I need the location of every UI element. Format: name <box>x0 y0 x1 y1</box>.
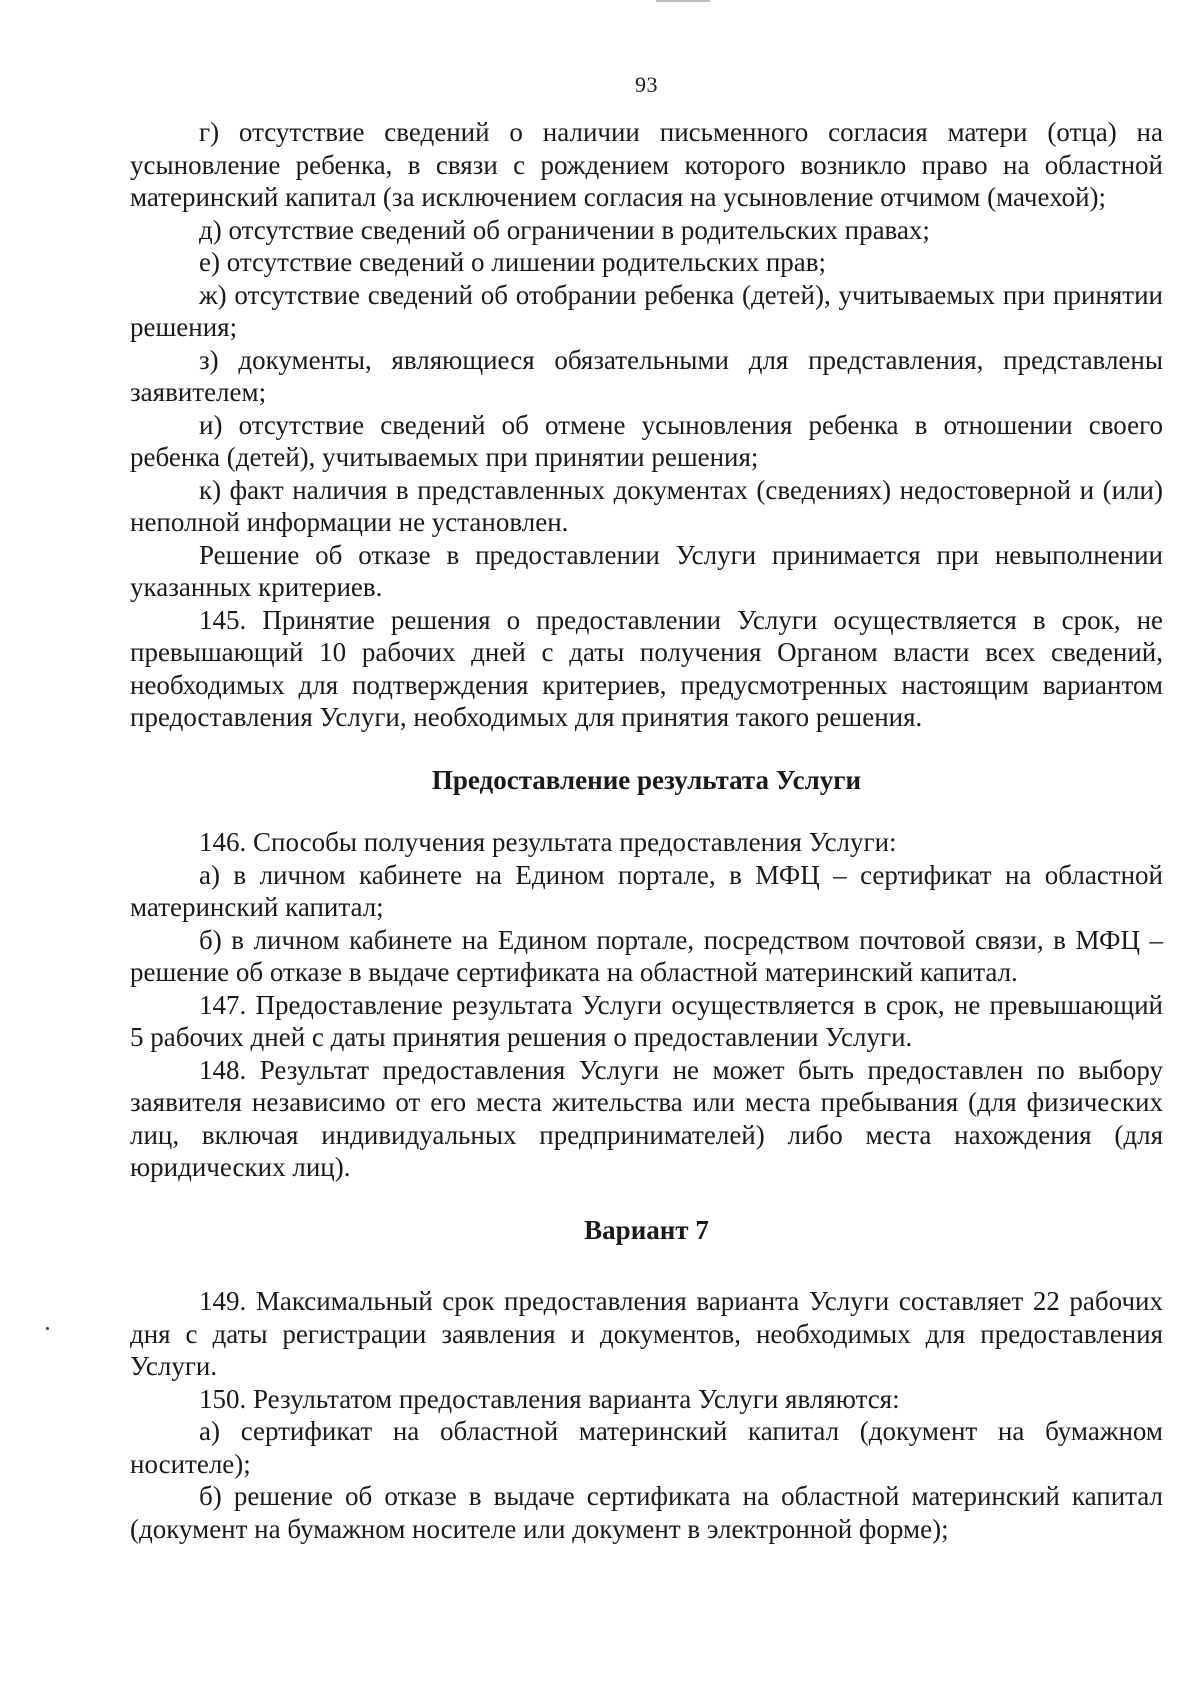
paragraph-refusal-decision: Решение об отказе в предоставлении Услуги принимается при невыполнении указанных критериев. <box>130 539 1163 602</box>
page-number: 93 <box>635 72 658 97</box>
paragraph-g: г) отсутствие сведений о наличии письменного согласия матери (отца) на усыновление ребенка, в связи с рождением которого возникло право на областной материнский капитал (за исключением согласия на усыновление отчимом (мачехой); <box>130 117 1163 212</box>
paragraph-d: д) отсутствие сведений об ограничении в родительских правах; <box>199 214 930 245</box>
section-heading-result: Предоставление результата Услуги <box>431 764 862 795</box>
paragraph-150-b: б) решение об отказе в выдаче сертификата на областной материнский капитал (документ на бумажном носителе или документ в электронной форме); <box>130 1481 1163 1544</box>
paragraph-145: 145. Принятие решения о предоставлении Услуги осуществляется в срок, не превышающий 10 рабочих дней с даты получения Органом власти всех сведений, необходимых для подтверждения критериев, предусмотренных настоящим вариантом предоставления Услуги, необходимых для принятия такого решения. <box>130 604 1163 732</box>
paragraph-k: к) факт наличия в представленных документах (сведениях) недостоверной и (или) неполной информации не установлен. <box>130 474 1163 537</box>
margin-speck <box>46 1327 49 1330</box>
spacer <box>130 796 1163 826</box>
document-body <box>130 116 1163 1545</box>
paragraph-146: 146. Способы получения результата предоставления Услуги: <box>199 827 897 857</box>
paragraph-150-a: а) сертификат на областной материнский капитал (документ на бумажном носителе); <box>130 1416 1163 1479</box>
paragraph-148: 148. Результат предоставления Услуги не может быть предоставлен по выбору заявителя независимо от его места жительства или места пребывания (для физических лиц, включая индивидуальных предпринимателей) либо места нахождения (для юридических лиц). <box>130 1054 1163 1182</box>
paragraph-150: 150. Результатом предоставления варианта Услуги являются: <box>199 1383 900 1414</box>
spacer <box>130 1246 1163 1285</box>
scan-artifact-mark <box>656 0 710 2</box>
paragraph-e: е) отсутствие сведений о лишении родительских прав; <box>199 247 826 277</box>
spacer <box>130 734 1163 764</box>
paragraph-zh: ж) отсутствие сведений об отобрании ребенка (детей), учитываемых при принятии решения; <box>130 279 1163 342</box>
paragraph-149: 149. Максимальный срок предоставления варианта Услуги составляет 22 рабочих дня с даты регистрации заявления и документов, необходимых для предоставления Услуги. <box>130 1286 1163 1381</box>
paragraph-146-a: а) в личном кабинете на Едином портале, в МФЦ – сертификат на областной материнский капитал; <box>130 859 1163 922</box>
paragraph-146-b: б) в личном кабинете на Едином портале, посредством почтовой связи, в МФЦ – решение об отказе в выдаче сертификата на областной материнский капитал. <box>130 924 1163 987</box>
paragraph-i: и) отсутствие сведений об отмене усыновления ребенка в отношении своего ребенка (детей), учитываемых при принятии решения; <box>130 409 1163 472</box>
paragraph-147: 147. Предоставление результата Услуги осуществляется в срок, не превышающий 5 рабочих дней с даты принятия решения о предоставлении Услуги. <box>130 989 1163 1052</box>
section-heading-variant: Вариант 7 <box>584 1214 709 1245</box>
paragraph-z: з) документы, являющиеся обязательными для представления, представлены заявителем; <box>130 344 1163 407</box>
spacer <box>130 1184 1163 1214</box>
